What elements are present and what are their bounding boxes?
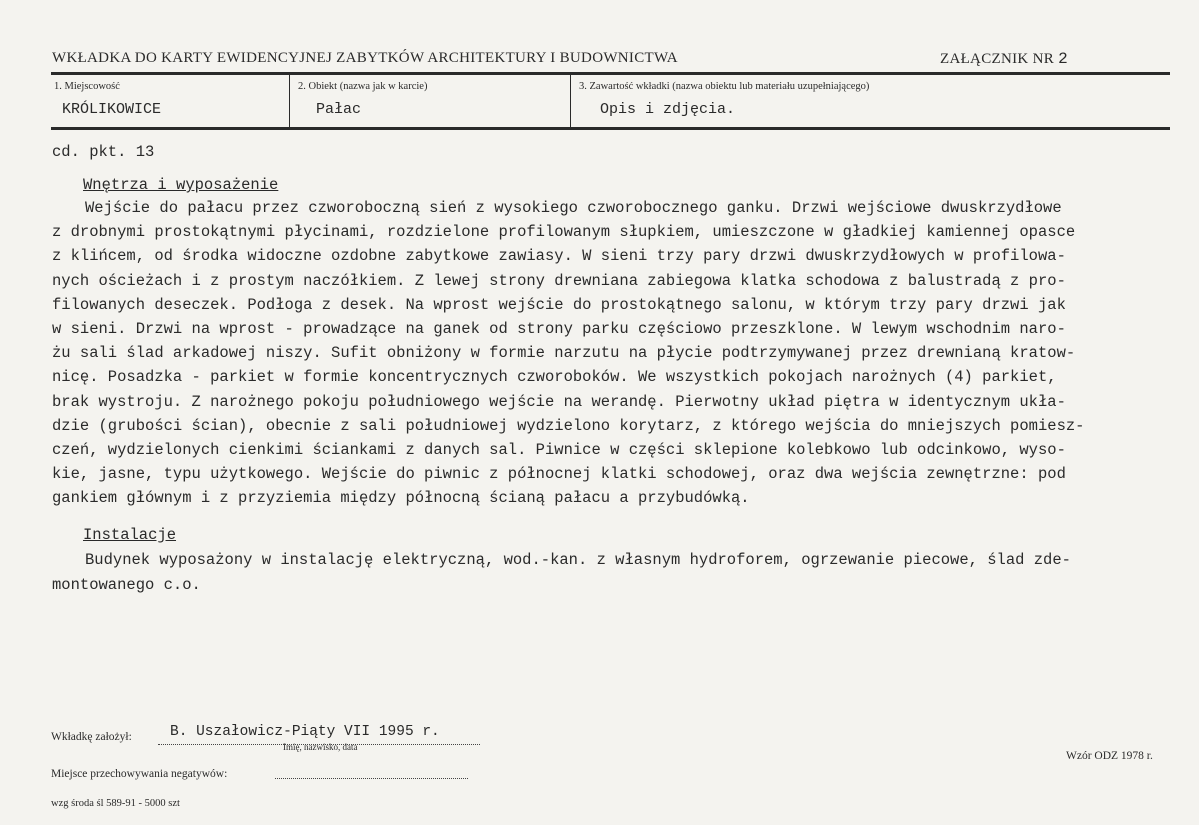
locality-value: KRÓLIKOWICE — [62, 101, 162, 118]
text-line: filowanych deseczek. Podłoga z desek. Na wprost wejście do prostokątnego salonu, w którym trzy pary drzwi jak — [52, 295, 1066, 314]
text-line: czeń, wydzielonych cienkimi ściankami z danych sal. Piwnice w części sklepione kolebkowo lub odcinkowo, wyso- — [52, 441, 1066, 459]
form-model: Wzór ODZ 1978 r. — [1066, 750, 1153, 762]
created-by-label: Wkładkę założył: — [51, 731, 132, 743]
annex-label — [940, 50, 1068, 68]
section-heading-interiors: Wnętrza i wyposażenie — [83, 176, 279, 194]
text-line: nicę. Posadzka - parkiet w formie koncentrycznych czworoboków. We wszystkich pokojach narożnych (4) parkiet, — [52, 368, 1057, 387]
text-line: brak wystroju. Z narożnego pokoju południowego wejście na werandę. Pierwotny układ piętra w identycznym ukła- — [52, 392, 1066, 411]
content-label: 3. Zawartość wkładki (nazwa obiektu lub materiału uzupełniającego) — [579, 81, 870, 92]
text-line: gankiem głównym i z przyziemia między północną ścianą pałacu a przybudówką. — [52, 489, 750, 508]
text-line: Wejście do pałacu przez czworoboczną sień z wysokiego czworobocznego ganku. Drzwi wejściowe dwuskrzydłowe — [85, 199, 1062, 217]
object-label: 2. Obiekt (nazwa jak w karcie) — [298, 81, 428, 92]
print-info: wzg środa śl 589-91 - 5000 szt — [51, 798, 180, 809]
text-line: Budynek wyposażony w instalację elektryczną, wod.-kan. z własnym hydroforem, ogrzewanie piecowe, ślad zde- — [85, 551, 1071, 569]
content-value: Opis i zdjęcia. — [600, 101, 736, 118]
text-line: z klińcem, od środka widoczne ozdobne zabytkowe zawiasy. W sieni trzy pary drzwi dwuskrzydłowych w profilowa- — [52, 247, 1066, 266]
field-divider-2 — [570, 75, 571, 127]
text-line: dzie (grubości ścian), obecnie z sali południowej wydzielono korytarz, z którego wejścia do mniejszych pomiesz- — [52, 416, 1085, 435]
header-top-rule — [51, 72, 1170, 75]
created-by-value: B. Uszałowicz-Piąty VII 1995 r. — [170, 724, 440, 740]
text-line: montowanego c.o. — [52, 576, 201, 594]
negatives-label: Miejsce przechowywania negatywów: — [51, 768, 228, 780]
locality-label: 1. Miejscowość — [54, 81, 120, 92]
continuation-note: cd. pkt. 13 — [52, 143, 155, 161]
text-line: z drobnymi prostokątnymi płycinami, rozdzielone profilowanym słupkiem, umieszczone w gładkiej kamiennej opasce — [52, 223, 1076, 242]
object-value: Pałac — [316, 101, 362, 118]
form-title: WKŁADKA DO KARTY EWIDENCYJNEJ ZABYTKÓW ARCHITEKTURY I BUDOWNICTWA — [52, 50, 678, 66]
section-heading-installations: Instalacje — [83, 526, 177, 544]
text-line: kie, jasne, typu użytkowego. Wejście do piwnic z północnej klatki schodowej, oraz dwa wejścia zewnętrzne: pod — [52, 465, 1066, 484]
field-divider-1 — [289, 75, 290, 127]
header-bottom-rule — [51, 127, 1170, 130]
annex-label-text: ZAŁĄCZNIK NR — [940, 51, 1055, 67]
annex-number: 2 — [1058, 50, 1068, 68]
text-line: w sieni. Drzwi na wprost - prowadzące na ganek od strony parku częściowo przeszklone. W lewym wschodnim naro- — [52, 320, 1066, 338]
negatives-line — [275, 762, 468, 779]
created-by-caption: Imię, nazwisko, data — [283, 742, 358, 752]
text-line: nych ościeżach i z prostym naczółkiem. Z lewej strony drewniana zabiegowa klatka schodowa z balustradą z pro- — [52, 271, 1066, 290]
text-line: żu sali ślad arkadowej niszy. Sufit obniżony w formie narzutu na płycie podtrzymywanej przez drewnianą kratow- — [52, 344, 1076, 363]
